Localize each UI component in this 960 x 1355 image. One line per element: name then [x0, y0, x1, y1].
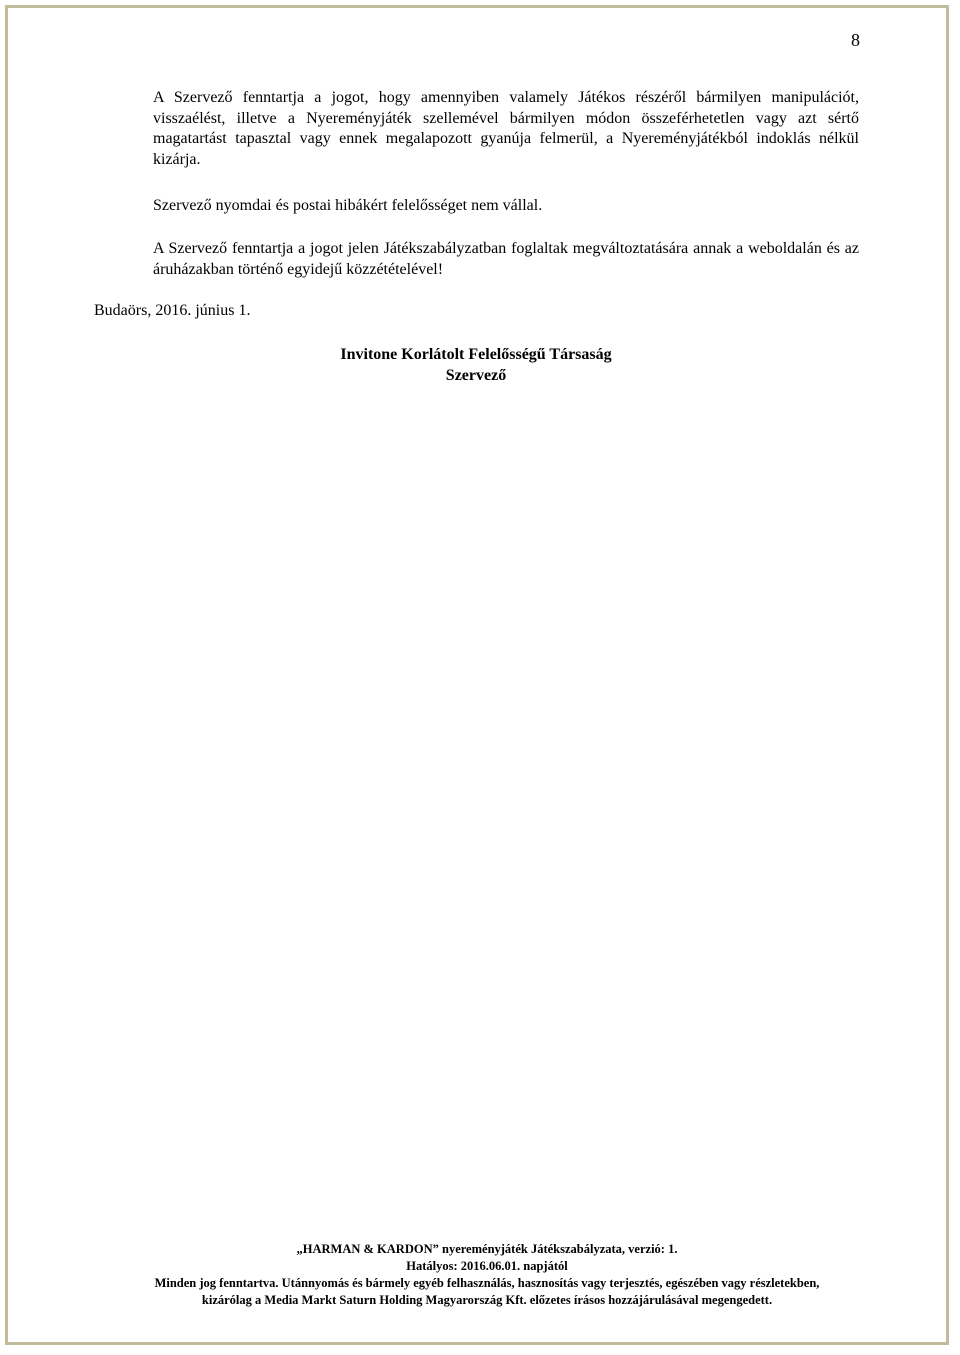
signature-company: Invitone Korlátolt Felelősségű Társaság [340, 346, 612, 363]
signature-role: Szervező [445, 367, 507, 384]
place-and-date: Budaörs, 2016. június 1. [94, 302, 251, 319]
paragraph-liability-disclaimer: Szervező nyomdai és postai hibákért felelősséget nem vállal. [153, 197, 543, 214]
footer-title: „HARMAN & KARDON” nyereményjáték Játékszabályzata, verzió: 1. [296, 1242, 678, 1256]
footer-copyright: Minden jog fenntartva. Utánnyomás és bármely egyéb felhasználás, hasznosítás vagy terjesztés, egészében vagy részletekben, [154, 1276, 820, 1290]
paragraph-exclusion-rule: A Szervező fenntartja a jogot, hogy amennyiben valamely Játékos részéről bármilyen manipulációt, visszaélést, illetve a Nyereményjáték szellemével bármilyen módon összeférhetetlen vagy azt sértő magatartást tapasztal vagy ennek megalapozott gyanúja felmerül, a Nyereményjátékból indoklás nélkül kizárja. [153, 89, 859, 169]
paragraph-rules-modification: A Szervező fenntartja a jogot jelen Játékszabályzatban foglaltak megváltoztatására annak a weboldalán és az áruházakban történő egyidejű közzétételével! [153, 240, 859, 278]
footer-effective-date: Hatályos: 2016.06.01. napjától [406, 1259, 568, 1273]
page-number: 8 [851, 30, 860, 50]
footer-permission: kizárólag a Media Markt Saturn Holding Magyarország Kft. előzetes írásos hozzájárulásával megengedett. [201, 1293, 773, 1307]
page-footer [60, 1241, 914, 1309]
